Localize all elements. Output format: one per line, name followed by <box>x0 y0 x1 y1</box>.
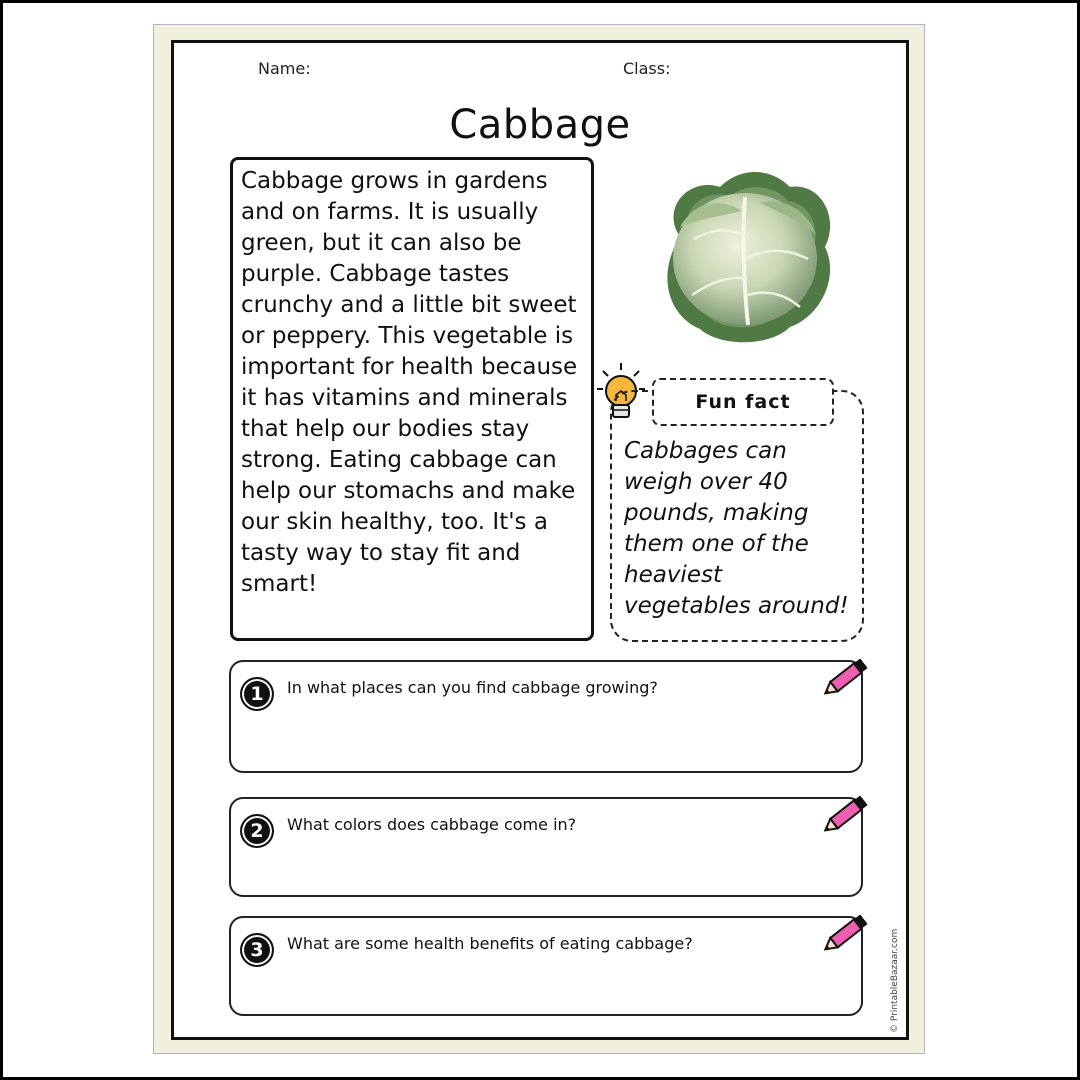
reading-passage-box <box>230 157 594 641</box>
fun-fact-box <box>610 390 864 642</box>
worksheet-inner-border <box>171 40 909 1040</box>
pencil-icon <box>817 654 873 702</box>
pencil-icon <box>817 791 873 839</box>
question-text: What colors does cabbage come in? <box>287 815 577 834</box>
cabbage-image <box>650 167 840 349</box>
question-box-3[interactable] <box>229 916 863 1016</box>
copyright-text: © PrintableBazaar.com <box>890 928 900 1033</box>
name-label: Name: <box>258 59 311 78</box>
class-label: Class: <box>623 59 671 78</box>
question-number-badge: 2 <box>240 814 274 848</box>
reading-passage: Cabbage grows in gardens and on farms. It is usually green, but it can also be purple. Cabbage tastes crunchy and a little bit sweet or peppery. This vegetable is important for health because it has vitamins and minerals that help our bodies stay strong. Eating cabbage can help our stomachs and make our skin healthy, too. It's a tasty way to stay fit and smart! <box>241 168 578 597</box>
question-text: In what places can you find cabbage growing? <box>287 678 658 697</box>
question-box-1[interactable] <box>229 660 863 773</box>
worksheet-page <box>153 24 925 1054</box>
fun-fact-text: Cabbages can weigh over 40 pounds, making them one of the heaviest vegetables around! <box>624 438 849 619</box>
pencil-icon <box>817 910 873 958</box>
question-number-badge: 3 <box>240 933 274 967</box>
question-number-badge: 1 <box>240 677 274 711</box>
fun-fact-label: Fun fact <box>652 378 834 426</box>
page-title: Cabbage <box>449 102 631 148</box>
question-box-2[interactable] <box>229 797 863 897</box>
question-text: What are some health benefits of eating cabbage? <box>287 934 693 953</box>
